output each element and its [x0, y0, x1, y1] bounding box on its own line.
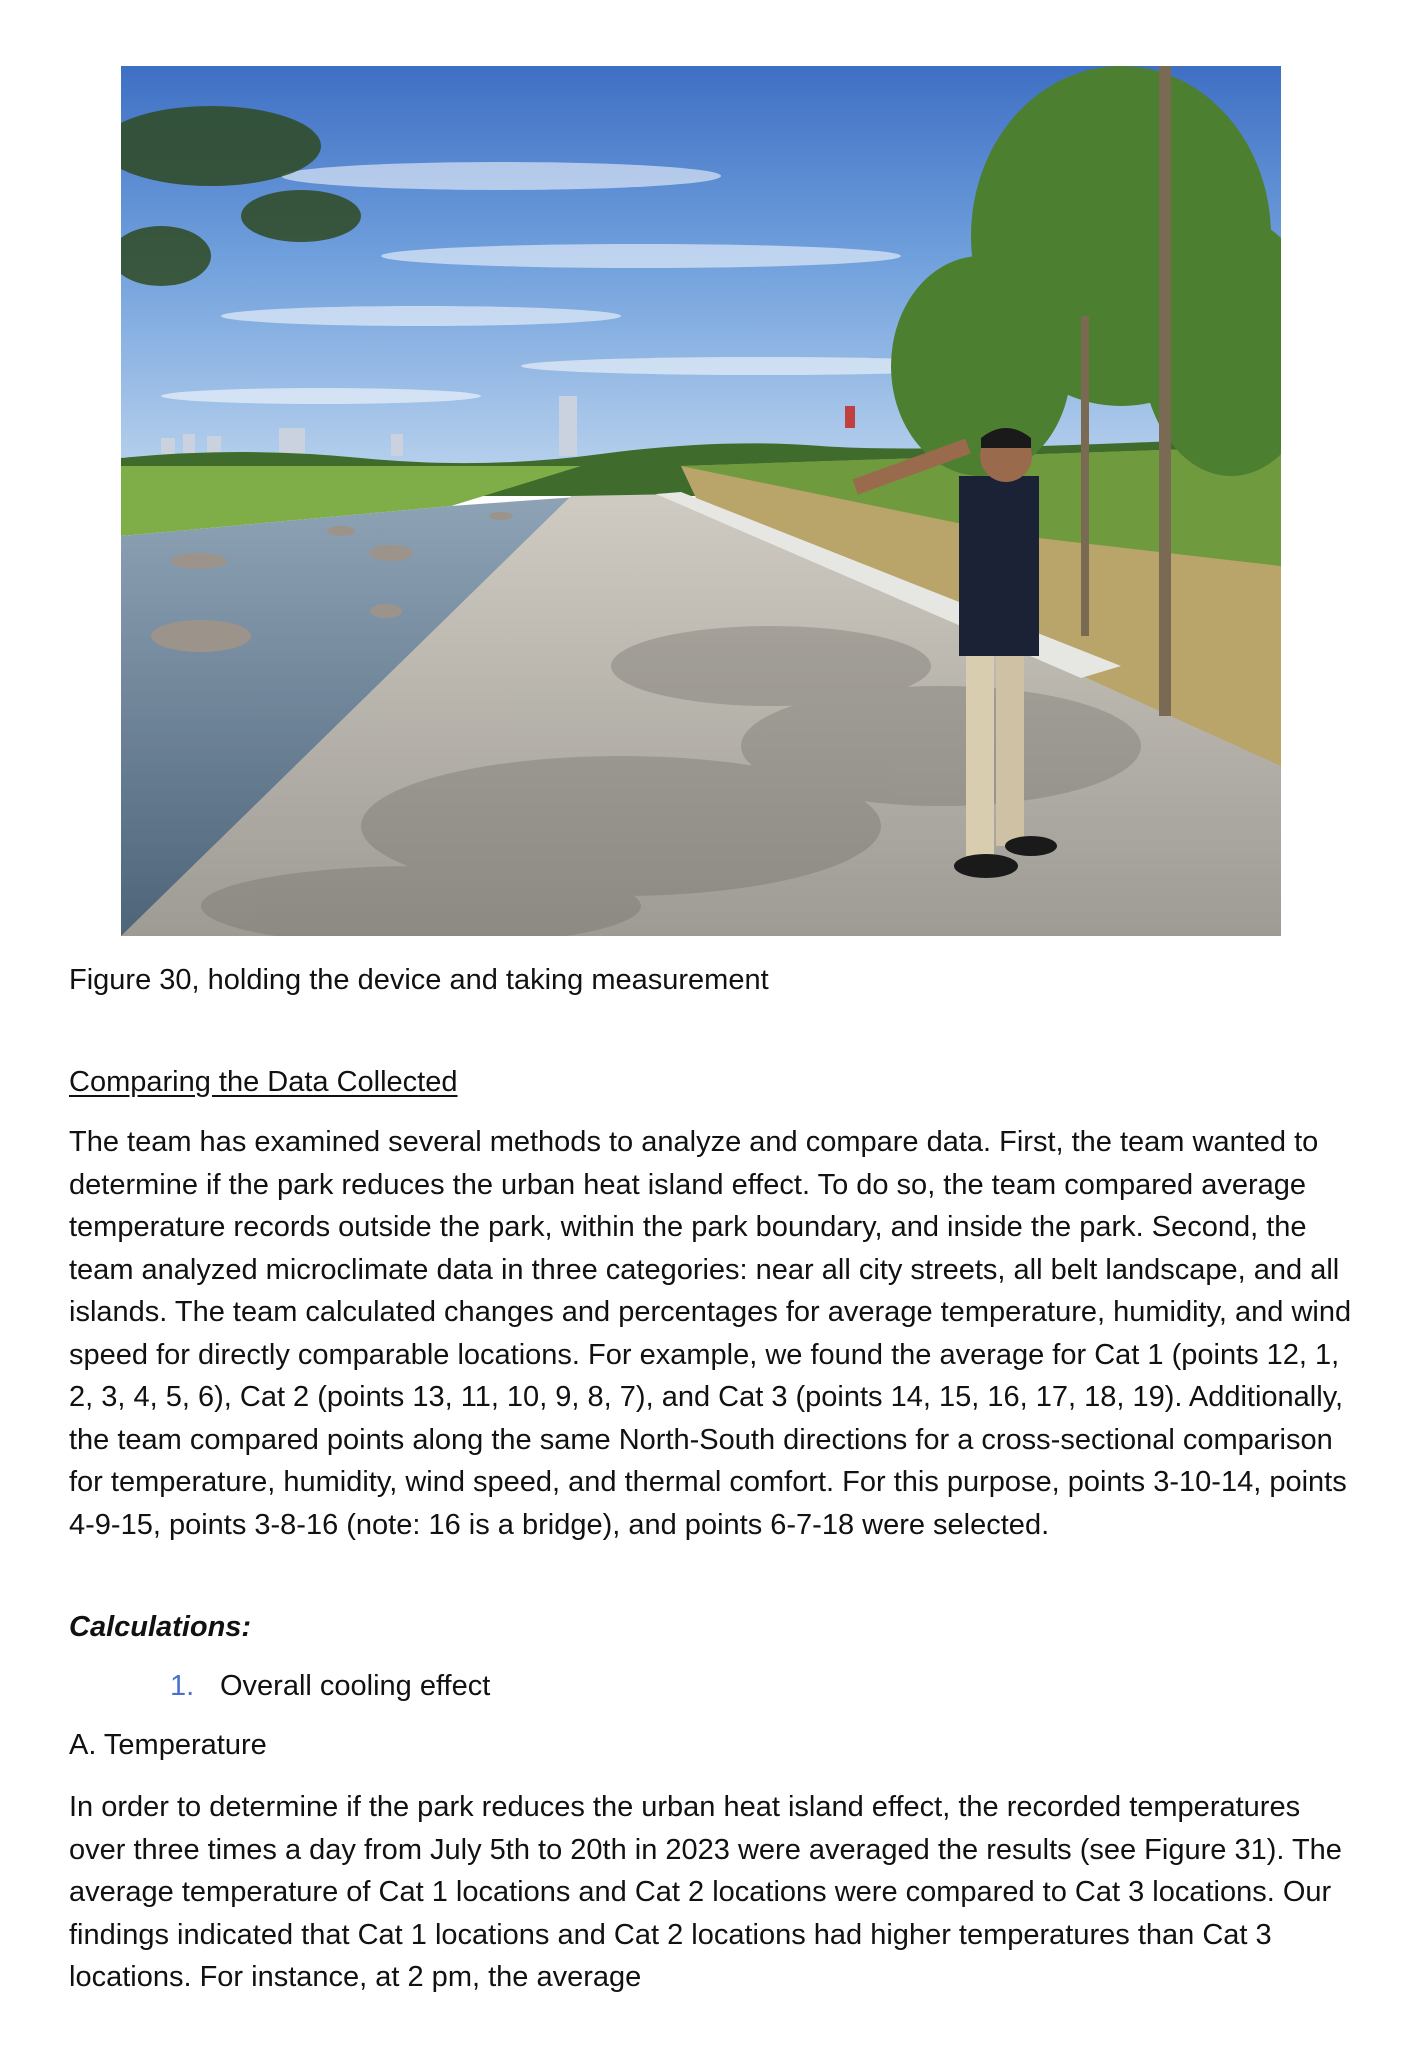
temperature-paragraph: In order to determine if the park reduces the urban heat island effect, the recorded temperatures over three times a day from July 5th to 20th in 2023 were averaged the results (see Figure 31). The average temperature of Cat 1 locations and Cat 2 locations were compared to Cat 3 locations. Our findings indicated that Cat 1 locations and Cat 2 locations had higher temperatures than Cat 3 locations. For instance, at 2 pm, the average [69, 1791, 1342, 1993]
calculations-heading: Calculations: [69, 1611, 252, 1643]
temperature-heading: A. Temperature [69, 1729, 267, 1761]
park-measurement-photo [121, 66, 1281, 936]
section-heading: Comparing the Data Collected [69, 1066, 458, 1098]
list-item-number: 1. [170, 1670, 195, 1702]
list-item [170, 1668, 490, 1704]
figure-caption: Figure 30, holding the device and taking measurement [69, 964, 769, 996]
list-item-label: Overall cooling effect [220, 1670, 491, 1702]
methods-paragraph: The team has examined several methods to analyze and compare data. First, the team wanted to determine if the park reduces the urban heat island effect. To do so, the team compared average temperature records outside the park, within the park boundary, and inside the park. Second, the team analyzed microclimate data in three categories: near all city streets, all belt landscape, and all islands. The team calculated changes and percentages for average temperature, humidity, and wind speed for directly comparable locations. For example, we found the average for Cat 1 (points 12, 1, 2, 3, 4, 5, 6), Cat 2 (points 13, 11, 10, 9, 8, 7), and Cat 3 (points 14, 15, 16, 17, 18, 19). Additionally, the team compared points along the same North-South directions for a cross-sectional comparison for temperature, humidity, wind speed, and thermal comfort. For this purpose, points 3-10-14, points 4-9-15, points 3-8-16 (note: 16 is a bridge), and points 6-7-18 were selected. [69, 1126, 1352, 1541]
